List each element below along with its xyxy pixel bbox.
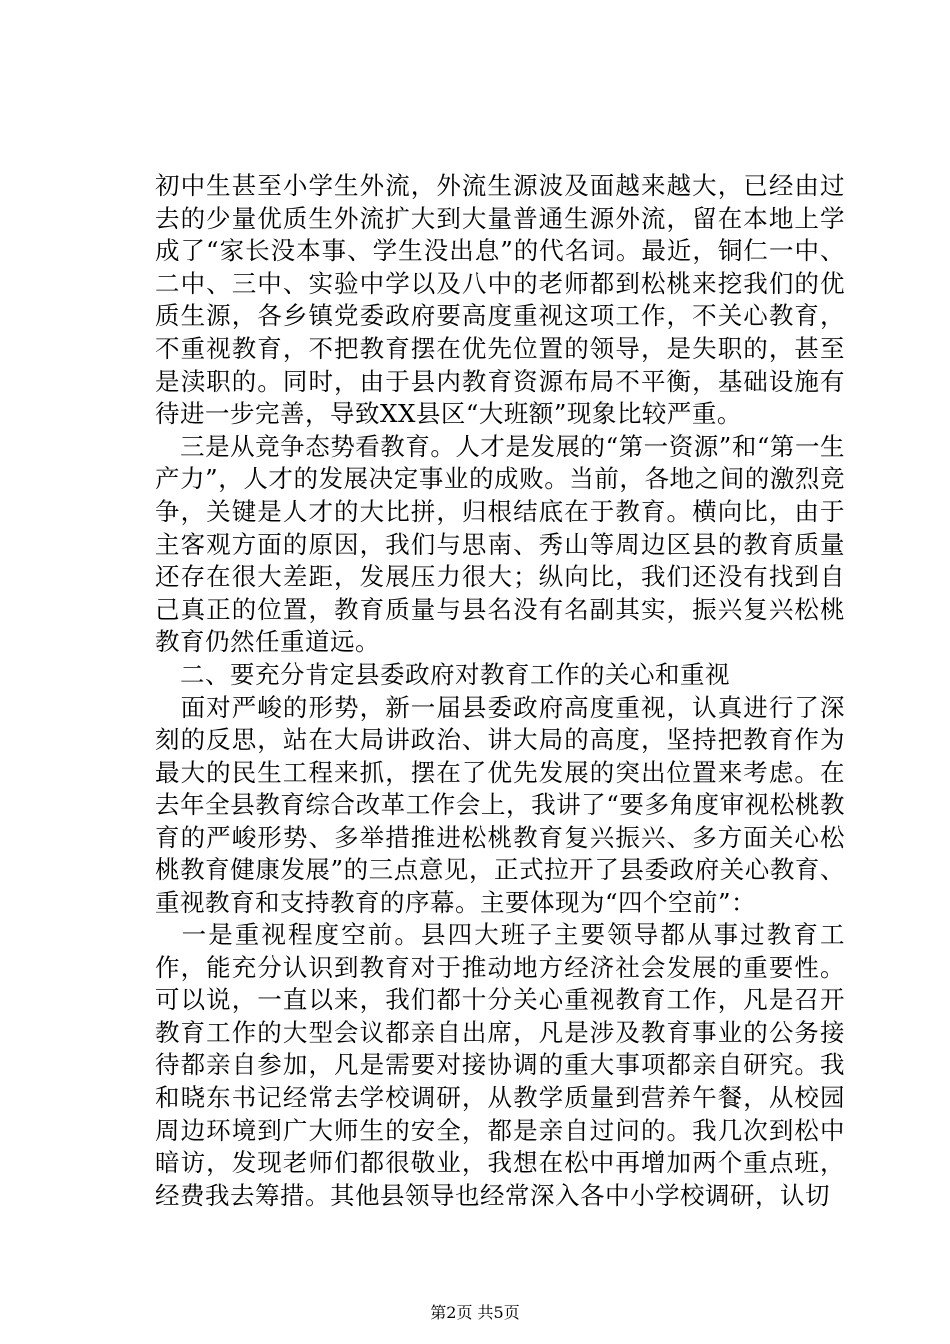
- paragraph-competition: 三是从竞争态势看教育。人才是发展的“第一资源”和“第一生产力”，人才的发展决定事业的成败。当前，各地之间的激烈竞争，关键是人才的大比拼，归根结底在于教育。横向比，由于主客观方面的原因，我们与思南、秀山等周边区县的教育质量还存在很大差距，发展压力很大；纵向比，我们还没有找到自己真正的位置，教育质量与县名没有名副其实，振兴复兴松桃教育仍然任重道远。: [155, 431, 845, 657]
- paragraph-attention-unprecedented: 一是重视程度空前。县四大班子主要领导都从事过教育工作，能充分认识到教育对于推动地方经济社会发展的重要性。可以说，一直以来，我们都十分关心重视教育工作，凡是召开教育工作的大型会议都亲自出席，凡是涉及教育事业的公务接待都亲自参加，凡是需要对接协调的重大事项都亲自研究。我和晓东书记经常去学校调研，从教学质量到营养午餐，从校园周边环境到广大师生的安全，都是亲自过问的。我几次到松中暗访，发现老师们都很敬业，我想在松中再增加两个重点班，经费我去筹措。其他县领导也经常深入各中小学校调研，认切: [155, 920, 845, 1210]
- page-number-label: 第2页 共5页: [430, 1303, 520, 1322]
- body-text-lower: [155, 919, 845, 1212]
- body-text-upper: [155, 170, 845, 920]
- paragraph-county-response: 面对严峻的形势，新一届县委政府高度重视，认真进行了深刻的反思，站在大局讲政治、讲大局的高度，坚持把教育作为最大的民生工程来抓，摆在了优先发展的突出位置来考虑。在去年全县教育综合改革工作会上，我讲了“要多角度审视松桃教育的严峻形势、多举措推进松桃教育复兴振兴、多方面关心松桃教育健康发展”的三点意见，正式拉开了县委政府关心教育、重视教育和支持教育的序幕。主要体现为“四个空前”：: [155, 692, 845, 918]
- section-heading-two: 二、要充分肯定县委政府对教育工作的关心和重视: [155, 659, 730, 689]
- paragraph-student-outflow: 初中生甚至小学生外流，外流生源波及面越来越大，已经由过去的少量优质生外流扩大到大量普通生源外流，留在本地上学成了“家长没本事、学生没出息”的代名词。最近，铜仁一中、二中、三中、实验中学以及八中的老师都到松桃来挖我们的优质生源，各乡镇党委政府要高度重视这项工作，不关心教育，不重视教育，不把教育摆在优先位置的领导，是失职的，甚至是渎职的。同时，由于县内教育资源布局不平衡，基础设施有待进一步完善，导致XX县区“大班额”现象比较严重。: [155, 171, 845, 429]
- page-footer: [0, 1303, 950, 1323]
